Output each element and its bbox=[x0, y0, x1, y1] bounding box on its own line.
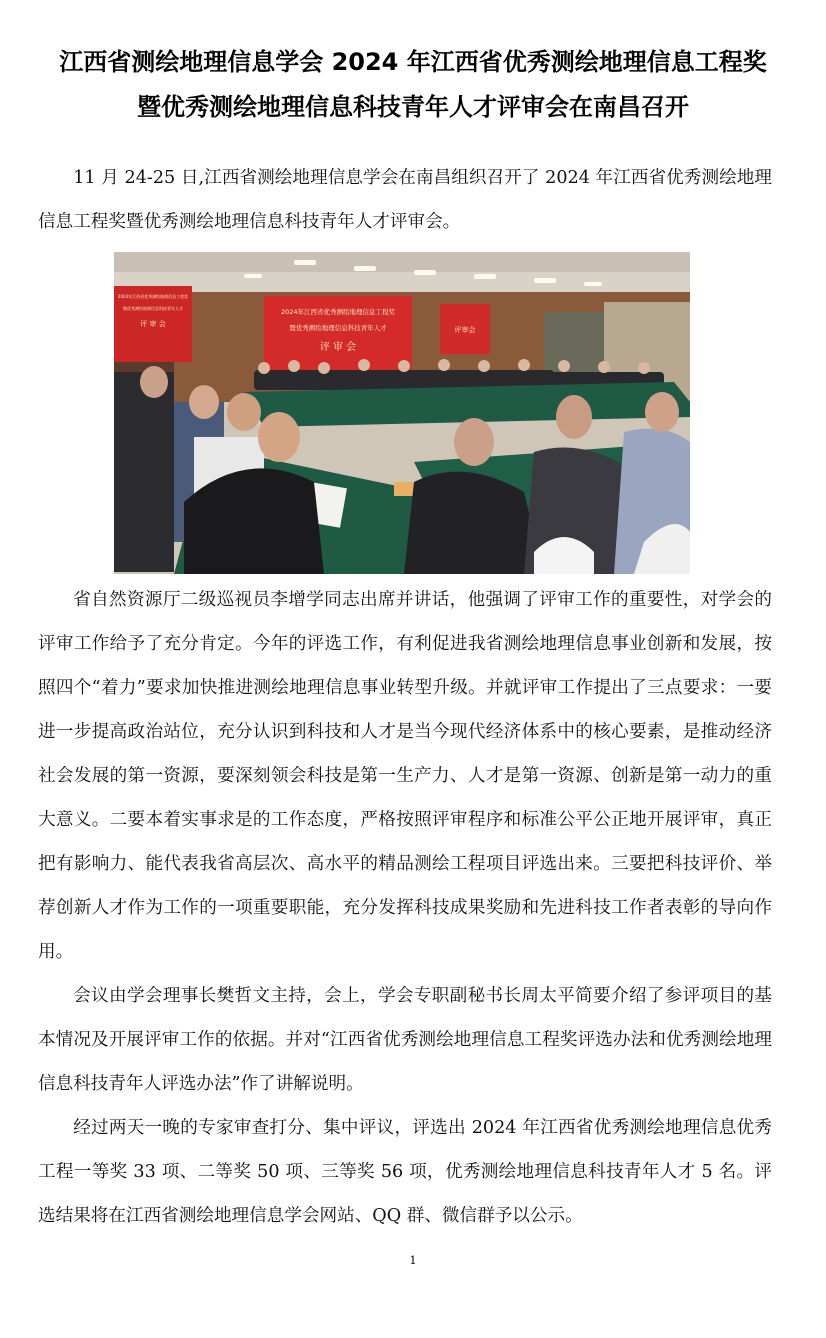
banner-left-line-1: 2024年江西省优秀测绘地理信息工程奖 bbox=[117, 294, 189, 299]
paragraph-3: 会议由学会理事长樊哲文主持，会上，学会专职副秘书长周太平简要介绍了参评项目的基本情况及开展评审工作的依据。并对“江西省优秀测绘地理信息工程奖评选办法和优秀测绘地理信息科技青年人评选办法”作了讲解说明。 bbox=[38, 986, 772, 1094]
document-title-line-2: 暨优秀测绘地理信息科技青年人才评审会在南昌召开 bbox=[137, 93, 689, 121]
meeting-photo-illustration bbox=[114, 252, 690, 574]
banner-main-line-1: 2024年江西省优秀测绘地理信息工程奖 bbox=[280, 308, 396, 316]
banner-right-line-1: 评审会 bbox=[454, 326, 476, 334]
document-title-line-1: 江西省测绘地理信息学会 2024 年江西省优秀测绘地理信息工程奖 bbox=[59, 48, 767, 76]
paragraph-4: 经过两天一晚的专家审查打分、集中评议，评选出 2024 年江西省优秀测绘地理信息优秀工程一等奖 33 项、二等奖 50 项、三等奖 56 项，优秀测绘地理信息科技青年人才 5 名。评选结果将在江西省测绘地理信息学会网站、QQ 群、微信群予以公示。 bbox=[38, 1118, 772, 1226]
banner-left-line-3: 评 审 会 bbox=[140, 320, 166, 328]
banner-main-line-2: 暨优秀测绘地理信息科技青年人才 bbox=[289, 324, 387, 332]
banner-main-line-3: 评 审 会 bbox=[319, 342, 357, 353]
paragraph-1: 11 月 24-25 日,江西省测绘地理信息学会在南昌组织召开了 2024 年江西省优秀测绘地理信息工程奖暨优秀测绘地理信息科技青年人才评审会。 bbox=[38, 168, 772, 232]
meeting-photo bbox=[114, 252, 690, 574]
paragraph-2: 省自然资源厅二级巡视员李增学同志出席并讲话，他强调了评审工作的重要性，对学会的评审工作给予了充分肯定。今年的评选工作，有利促进我省测绘地理信息事业创新和发展，按照四个“着力”要求加快推进测绘地理信息事业转型升级。并就评审工作提出了三点要求：一要进一步提高政治站位，充分认识到科技和人才是当今现代经济体系中的核心要素，是推动经济社会发展的第一资源，要深刻领会科技是第一生产力、人才是第一资源、创新是第一动力的重大意义。二要本着实事求是的工作态度，严格按照评审程序和标准公平公正地开展评审，真正把有影响力、能代表我省高层次、高水平的精品测绘工程项目评选出来。三要把科技评价、举荐创新人才作为工作的一项重要职能，充分发挥科技成果奖励和先进科技工作者表彰的导向作用。 bbox=[38, 590, 772, 962]
banner-left-line-2: 暨优秀测绘地理信息科技青年人才 bbox=[123, 306, 183, 311]
page-number: 1 bbox=[409, 1254, 417, 1267]
